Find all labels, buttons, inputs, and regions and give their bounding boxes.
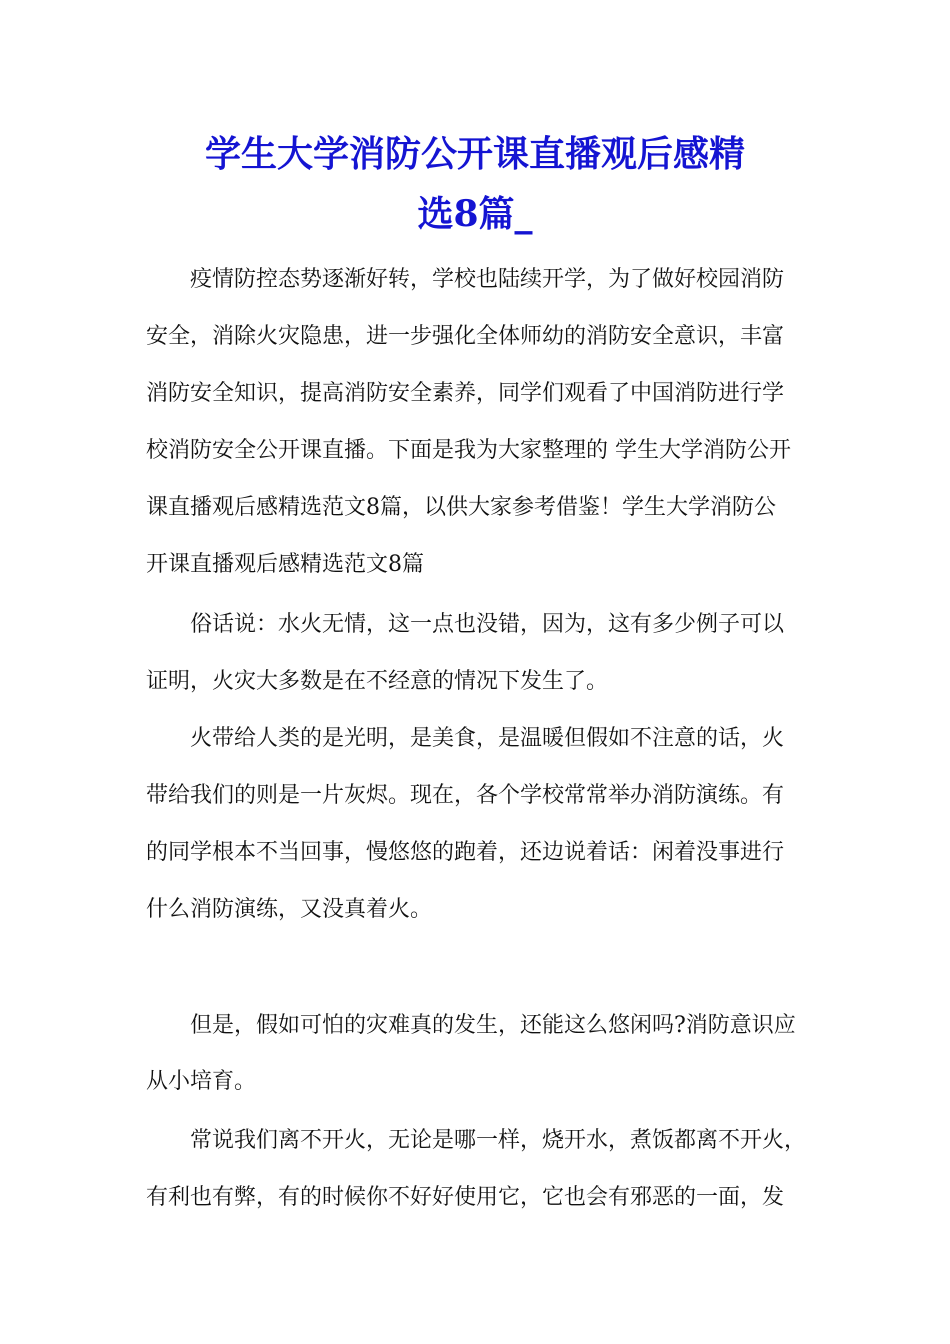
paragraph-1-line-3: 消防安全知识，提高消防安全素养，同学们观看了中国消防进行学: [146, 381, 785, 406]
paragraph-4-line-2: 从小培育。: [146, 1069, 257, 1094]
paragraph-1-line-4: 校消防安全公开课直播。下面是我为大家整理的 学生大学消防公开: [146, 438, 791, 463]
paragraph-1-line-2: 安全，消除火灾隐患，进一步强化全体师幼的消防安全意识，丰富: [146, 324, 785, 349]
paragraph-1-line-1: 疫情防控态势逐渐好转，学校也陆续开学，为了做好校园消防: [190, 267, 785, 292]
paragraph-3-line-3: 的同学根本不当回事，慢悠悠的跑着，还边说着话：闲着没事进行: [146, 840, 785, 865]
paragraph-1-line-6: 开课直播观后感精选范文8篇: [146, 552, 424, 577]
paragraph-4-line-1: 但是，假如可怕的灾难真的发生，还能这么悠闲吗?消防意识应: [190, 1013, 796, 1038]
paragraph-3-line-1: 火带给人类的是光明，是美食，是温暖但假如不注意的话，火: [190, 726, 785, 751]
paragraph-2-line-2: 证明，火灾大多数是在不经意的情况下发生了。: [146, 669, 609, 694]
paragraph-5-line-1: 常说我们离不开火，无论是哪一样，烧开水，煮饭都离不开火，: [190, 1128, 807, 1153]
paragraph-2-line-1: 俗话说：水火无情，这一点也没错，因为，这有多少例子可以: [190, 612, 785, 637]
paragraph-3-line-4: 什么消防演练，又没真着火。: [146, 897, 433, 922]
paragraph-1-line-5: 课直播观后感精选范文8篇，以供大家参考借鉴！学生大学消防公: [146, 495, 776, 520]
paragraph-5-line-2: 有利也有弊，有的时候你不好好使用它，它也会有邪恶的一面，发: [146, 1185, 785, 1210]
paragraph-3-line-2: 带给我们的则是一片灰烬。现在，各个学校常常举办消防演练。有: [146, 783, 785, 808]
document-title-line-2: 选8篇_: [417, 193, 533, 235]
document-title-line-1: 学生大学消防公开课直播观后感精: [204, 133, 745, 175]
